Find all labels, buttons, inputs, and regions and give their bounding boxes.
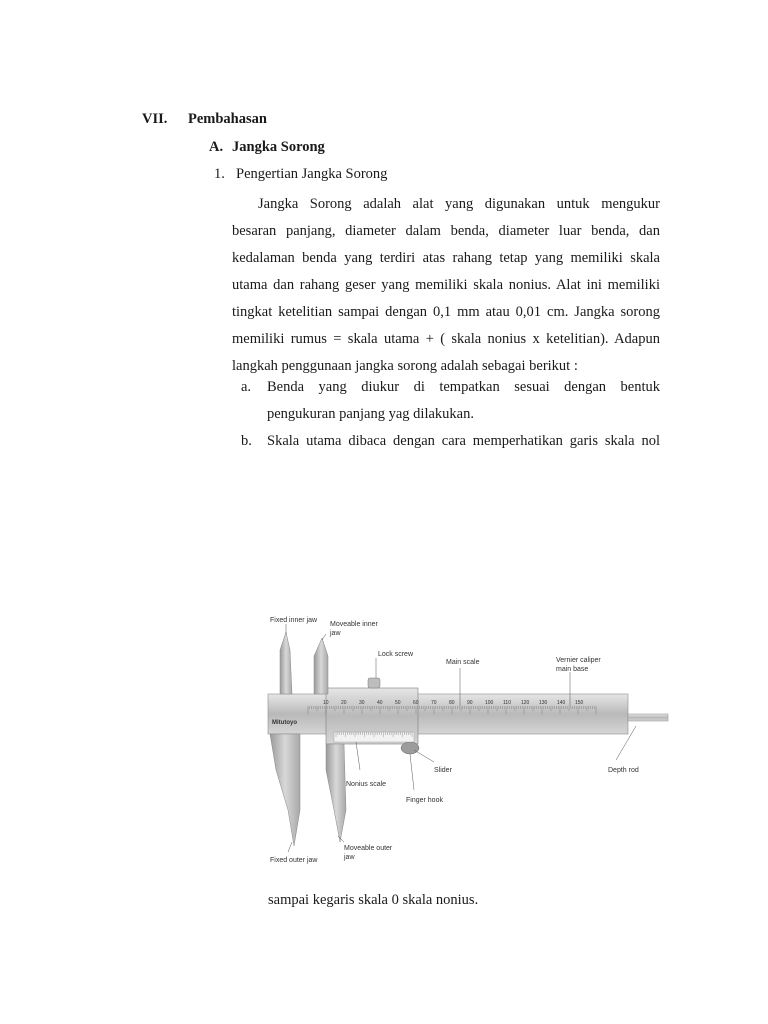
main-scale-tick-label: 30	[359, 700, 365, 706]
paragraph-line: kedalaman benda yang terdiri atas rahang tetap yang memiliki skala	[232, 250, 660, 266]
subsection-title: Jangka Sorong	[232, 139, 325, 155]
item-title: Pengertian Jangka Sorong	[236, 166, 388, 182]
label-slider: Slider	[434, 767, 452, 774]
main-scale-tick-label: 140	[557, 700, 566, 706]
list-item-a-line1: Benda yang diukur di tempatkan sesuai dengan bentuk	[267, 379, 660, 395]
lock-screw	[368, 678, 380, 688]
main-scale-tick-label: 130	[539, 700, 548, 706]
main-scale-tick-label: 70	[431, 700, 437, 706]
vernier-caliper-figure	[264, 610, 674, 872]
list-marker-b: b.	[241, 433, 252, 449]
list-marker-a: a.	[241, 379, 252, 395]
label-moveable-outer-jaw-2: jaw	[344, 854, 355, 861]
subsection-letter: A.	[209, 139, 224, 155]
depth-rod	[628, 714, 668, 721]
label-moveable-inner-jaw-1: Moveable inner	[330, 621, 378, 628]
list-item-a-line2: pengukuran panjang yag dilakukan.	[267, 406, 474, 422]
paragraph-line: utama dan rahang geser yang memiliki skala nonius. Alat ini memiliki	[232, 277, 660, 293]
main-scale-tick-label: 50	[395, 700, 401, 706]
main-scale-tick-label: 90	[467, 700, 473, 706]
label-moveable-inner-jaw-2: jaw	[330, 630, 341, 637]
label-nonius-scale: Nonius scale	[346, 781, 387, 788]
main-scale-tick-label: 110	[503, 700, 511, 706]
label-fixed-inner-jaw: Fixed inner jaw	[270, 617, 318, 624]
brand-text: Mitutoyo	[272, 720, 297, 726]
moveable-outer-jaw	[326, 744, 346, 842]
label-moveable-outer-jaw-1: Moveable outer	[344, 845, 393, 852]
paragraph-line: langkah penggunaan jangka sorong adalah sebagai berikut :	[232, 358, 578, 374]
section-number: VII.	[142, 111, 168, 127]
main-scale-tick-label: 150	[575, 700, 584, 706]
label-lock-screw: Lock screw	[378, 651, 414, 658]
main-scale-tick-label: 60	[413, 700, 419, 706]
list-item-b-line1: Skala utama dibaca dengan cara memperhatikan garis skala nol	[267, 433, 660, 449]
label-main-scale: Main scale	[446, 659, 480, 666]
paragraph-line: besaran panjang, diameter dalam benda, diameter luar benda, dan	[232, 223, 660, 239]
finger-hook	[401, 742, 419, 754]
main-scale-tick-label: 120	[521, 700, 530, 706]
label-depth-rod: Depth rod	[608, 767, 639, 774]
paragraph	[232, 191, 660, 380]
caliper-illustration	[264, 610, 674, 872]
main-scale-tick-label: 20	[341, 700, 347, 706]
fixed-inner-jaw	[280, 632, 292, 694]
paragraph-line: tingkat ketelitian sampai dengan 0,1 mm atau 0,01 cm. Jangka sorong	[232, 304, 660, 320]
item-number: 1.	[214, 166, 225, 182]
paragraph-line: Jangka Sorong adalah alat yang digunakan untuk mengukur	[258, 196, 660, 212]
main-scale-tick-label: 100	[485, 700, 494, 706]
paragraph-line: memiliki rumus = skala utama + ( skala nonius x ketelitian). Adapun	[232, 331, 660, 347]
label-vernier-2: main base	[556, 666, 589, 673]
main-scale-tick-labels	[323, 700, 584, 706]
label-vernier-1: Vernier caliper	[556, 657, 601, 664]
main-scale-tick-label: 80	[449, 700, 455, 706]
main-scale-tick-label: 10	[323, 700, 329, 706]
main-scale-tick-label: 40	[377, 700, 383, 706]
label-finger-hook: Finger hook	[406, 797, 443, 804]
moveable-inner-jaw	[314, 638, 328, 694]
fixed-outer-jaw	[270, 734, 300, 846]
label-fixed-outer-jaw: Fixed outer jaw	[270, 857, 318, 864]
section-title: Pembahasan	[188, 111, 267, 127]
continuation-text: sampai kegaris skala 0 skala nonius.	[268, 892, 479, 908]
main-beam	[268, 694, 628, 734]
